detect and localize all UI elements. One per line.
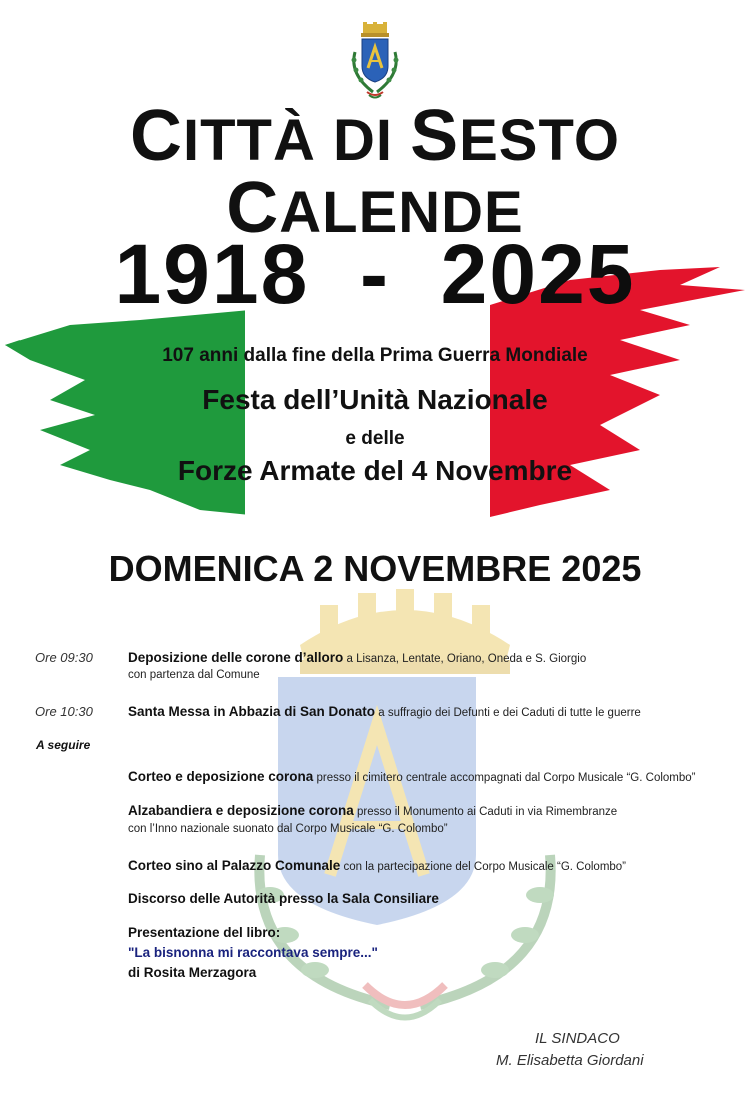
event-wreaths-title: Deposizione delle corone d’alloro — [128, 650, 344, 665]
event-wreaths-detail: a Lisanza, Lentate, Oriano, Oneda e S. Giorgio — [343, 653, 587, 665]
city-title — [0, 96, 750, 248]
event-mass-detail: a suffragio dei Defunti e dei Caduti di tutte le guerre — [375, 707, 641, 719]
event-procession-title: Corteo e deposizione corona — [128, 769, 314, 784]
event-flag-raising — [128, 802, 617, 820]
event-town-hall-title: Corteo sino al Palazzo Comunale — [128, 858, 341, 873]
title-rest-2: ESTO — [459, 108, 620, 173]
event-procession — [128, 768, 696, 786]
event-town-hall-detail: con la partecipazione del Corpo Musicale “G. Colombo” — [340, 861, 627, 873]
book-presentation-heading: Presentazione del libro: — [128, 925, 281, 940]
forze-armate-heading: Forze Armate del 4 Novembre — [177, 455, 573, 486]
festa-heading: Festa dell’Unità Nazionale — [202, 384, 548, 415]
title-cap-3: C — [226, 168, 280, 248]
book-author: di Rosita Merzagora — [128, 965, 257, 980]
mayor-name: M. Elisabetta Giordani — [496, 1052, 644, 1069]
event-mass-title: Santa Messa in Abbazia di San Donato — [128, 704, 376, 719]
mayor-title: IL SINDACO — [535, 1030, 620, 1047]
a-seguire-label: A seguire — [36, 738, 91, 752]
event-wreaths — [128, 649, 586, 667]
event-wreaths-departure: con partenza dal Comune — [128, 669, 260, 681]
municipal-crest-icon — [345, 22, 405, 102]
coat-of-arms-watermark — [240, 555, 570, 1035]
e-delle-text: e delle — [345, 428, 405, 449]
event-mass — [128, 703, 641, 721]
event-flag-raising-title: Alzabandiera e deposizione corona — [128, 803, 354, 818]
event-flag-raising-anthem: con l’Inno nazionale suonato dal Corpo Musicale “G. Colombo” — [128, 823, 448, 835]
time-1030: Ore 10:30 — [35, 704, 93, 719]
event-flag-raising-detail: presso il Monumento ai Caduti in via Rimembranze — [353, 806, 618, 818]
title-cap-2: S — [410, 96, 460, 176]
event-speech: Discorso delle Autorità presso la Sala Consiliare — [128, 891, 439, 906]
time-0930: Ore 09:30 — [35, 650, 93, 665]
anniversary-subtitle: 107 anni dalla fine della Prima Guerra Mondiale — [162, 345, 588, 366]
event-town-hall-procession — [128, 857, 626, 875]
event-date: DOMENICA 2 NOVEMBRE 2025 — [108, 548, 642, 589]
title-rest-1: ITTÀ DI — [183, 108, 411, 173]
years-heading: 1918 - 2025 — [114, 227, 636, 321]
title-rest-3: ALENDE — [279, 180, 524, 245]
event-procession-detail: presso il cimitero centrale accompagnati dal Corpo Musicale “G. Colombo” — [313, 772, 696, 784]
book-title: "La bisnonna mi raccontava sempre..." — [128, 945, 378, 960]
title-cap-1: C — [130, 96, 183, 176]
